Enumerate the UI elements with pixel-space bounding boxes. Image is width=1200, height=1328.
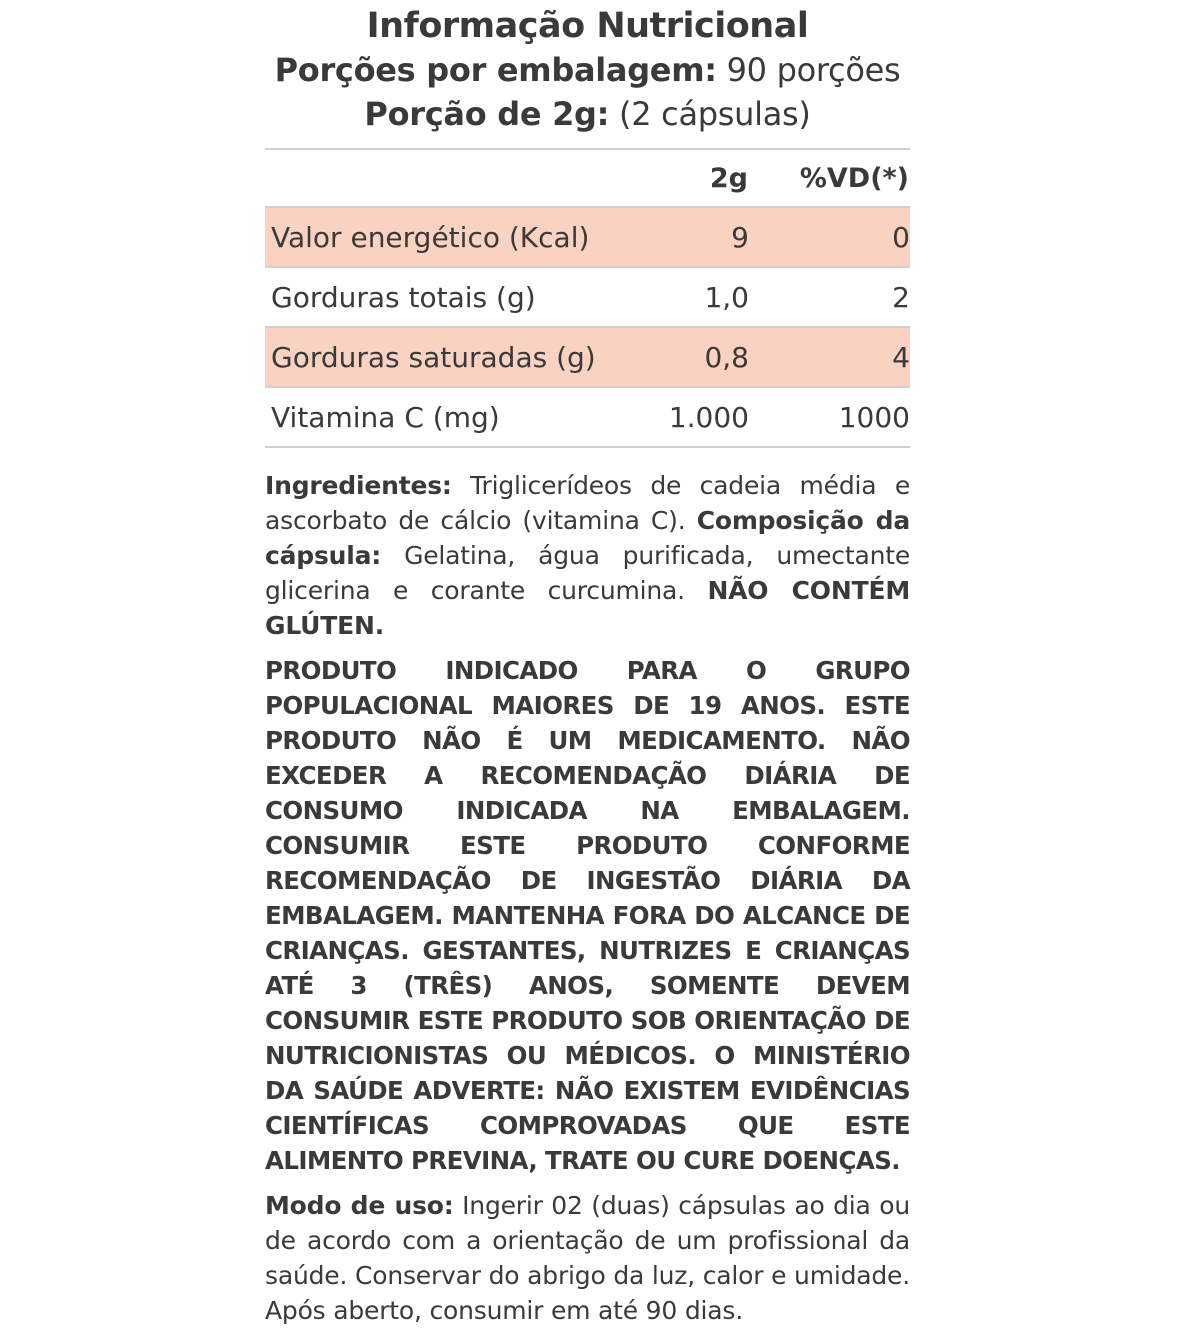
capsule-composition-label: Composição da cápsula:	[265, 506, 910, 570]
ingredients-paragraph	[265, 468, 910, 643]
table-row	[265, 327, 910, 387]
usage-label: Modo de uso:	[265, 1191, 454, 1220]
usage-text: Ingerir 02 (duas) cápsulas ao dia ou de acordo com a orientação de um profissional da saúde. Conservar do abrigo da luz, calor e umidade. Após aberto, consumir em até 90 dias.	[265, 1191, 910, 1325]
nutrient-vd: 4	[749, 327, 910, 387]
servings-value: 90 porções	[716, 51, 901, 89]
gluten-notice: NÃO CONTÉM GLÚTEN.	[265, 576, 910, 640]
table-row	[265, 387, 910, 447]
table-header-row	[265, 149, 910, 207]
column-header-amount: 2g	[709, 162, 748, 194]
servings-per-package	[245, 48, 930, 92]
nutrition-label	[265, 0, 910, 1328]
nutrient-vd: 2	[749, 267, 910, 327]
servings-label: Porções por embalagem:	[274, 51, 717, 89]
nutrient-name: Valor energético (Kcal)	[265, 207, 623, 267]
nutrient-name: Vitamina C (mg)	[265, 387, 623, 447]
capsule-composition-text: Gelatina, água purificada, umectante glicerina e corante curcumina.	[265, 541, 910, 605]
nutrient-amount: 1.000	[623, 387, 749, 447]
nutrient-vd: 0	[749, 207, 910, 267]
warning-paragraph: PRODUTO INDICADO PARA O GRUPO POPULACIONAL MAIORES DE 19 ANOS. ESTE PRODUTO NÃO É UM MEDICAMENTO. NÃO EXCEDER A RECOMENDAÇÃO DIÁRIA DE CONSUMO INDICADA NA EMBALAGEM. CONSUMIR ESTE PRODUTO CONFORME RECOMENDAÇÃO DE INGESTÃO DIÁRIA DA EMBALAGEM. MANTENHA FORA DO ALCANCE DE CRIANÇAS. GESTANTES, NUTRIZES E CRIANÇAS ATÉ 3 (TRÊS) ANOS, SOMENTE DEVEM CONSUMIR ESTE PRODUTO SOB ORIENTAÇÃO DE NUTRICIONISTAS OU MÉDICOS. O MINISTÉRIO DA SAÚDE ADVERTE: NÃO EXISTEM EVIDÊNCIAS CIENTÍFICAS COMPROVADAS QUE ESTE ALIMENTO PREVINA, TRATE OU CURE DOENÇAS.	[265, 656, 910, 1175]
ingredients-label: Ingredientes:	[265, 471, 452, 500]
label-header	[245, 0, 930, 136]
portion-value: (2 cápsulas)	[609, 95, 811, 133]
nutrient-amount: 0,8	[623, 327, 749, 387]
label-title: Informação Nutricional	[366, 6, 809, 46]
nutrient-name: Gorduras totais (g)	[265, 267, 623, 327]
nutrient-name: Gorduras saturadas (g)	[265, 327, 623, 387]
ingredients-text: Triglicerídeos de cadeia média e ascorbato de cálcio (vitamina C).	[265, 471, 910, 535]
portion-label: Porção de 2g:	[364, 95, 610, 133]
nutrient-amount: 9	[623, 207, 749, 267]
usage-paragraph	[265, 1188, 910, 1328]
nutrient-amount: 1,0	[623, 267, 749, 327]
column-header-vd: %VD(*)	[799, 162, 909, 194]
table-row	[265, 267, 910, 327]
nutrition-table	[265, 148, 910, 448]
column-header-nutrient	[265, 149, 623, 207]
portion-size	[245, 92, 930, 136]
table-row	[265, 207, 910, 267]
nutrient-vd: 1000	[749, 387, 910, 447]
